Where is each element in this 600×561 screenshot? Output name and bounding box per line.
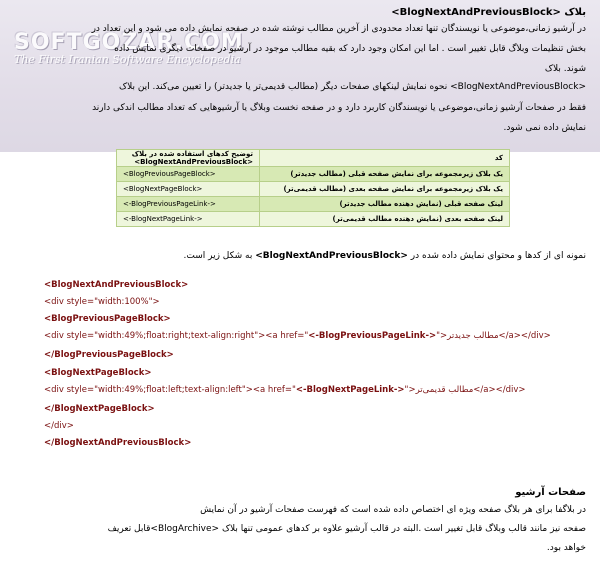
sample-intro: [14, 248, 586, 265]
intro-line-1: در آرشیو زمانی،موضوعی یا نویسندگان تنها تعداد محدودی از آخرین مطالب نوشته شده در صفحه نمایش داده می شود و این تعداد در: [91, 24, 586, 34]
watermark-tagline: The First Iranian Software Encyclopedia: [14, 53, 241, 66]
intro-line-3: شوند. بلاک: [544, 64, 586, 74]
intro-line-2: بخش تنظیمات وبلاگ قابل تغییر است . اما این امکان وجود دارد که بقیه مطالب موجود در آرشیو در صفحات دیگری نمایش داده: [114, 44, 586, 54]
code-line-6: <BlogNextPageBlock>: [44, 368, 152, 378]
code-line-10: </BlogNextAndPreviousBlock>: [44, 438, 192, 448]
code-reference-table: [116, 149, 510, 227]
archive-title: صفحات آرشیو: [515, 487, 586, 498]
row-desc: یک بلاک زیرمجموعه برای نمایش صفحه قبلی (مطالب جدیدتر): [260, 167, 510, 182]
header-code: کد: [260, 150, 510, 167]
header-desc: توضیح کدهای استفاده شده در بلاک <BlogNextAndPreviousBlock>: [117, 150, 260, 167]
code-line-2: <div style="width:100%">: [44, 297, 160, 307]
row-code: <BlogPreviousPageBlock>: [117, 167, 260, 182]
code-line-4-end: ">مطالب جدیدتر</a></div>: [436, 331, 551, 341]
table-row: [117, 212, 510, 227]
table-header-row: [117, 150, 510, 167]
row-desc: لینک صفحه بعدی (نمایش دهنده مطالب قدیمی‌تر): [260, 212, 510, 227]
row-code: <-BlogNextPageLink->: [117, 212, 260, 227]
sample-intro-tag: <BlogNextAndPreviousBlock>: [255, 251, 408, 261]
watermark-logo: SOFTGOZAR.COM: [14, 30, 244, 55]
table-row: [117, 167, 510, 182]
para2-line-2: فقط در صفحات آرشیو زمانی،موضوعی یا نویسندگان کاربرد دارد و در صفحه نخست وبلاگ یا آرشیوهایی که تعداد مطالب اندکی دارند: [92, 103, 586, 113]
code-line-5: </BlogPreviousPageBlock>: [44, 350, 174, 360]
code-line-7-tag: <-BlogNextPageLink->: [295, 385, 405, 395]
code-line-7-start: <div style="width:49%;float:left;text-align:left"><a href=": [44, 385, 296, 395]
row-code: <BlogNextPageBlock>: [117, 182, 260, 197]
code-line-7: [44, 385, 526, 395]
code-line-3: <BlogPreviousPageBlock>: [44, 314, 171, 324]
sample-intro-text: نمونه ای از کدها و محتوای نمایش داده شده در: [410, 251, 586, 261]
table-row: [117, 197, 510, 212]
section-title-block: بلاک <BlogNextAndPreviousBlock>: [391, 7, 586, 18]
archive-line-3: خواهد بود.: [546, 543, 586, 553]
para2-line-3: نمایش داده نمی شود.: [503, 123, 586, 133]
para2-line-1: <BlogNextAndPreviousBlock> نحوه نمایش لینکهای صفحات دیگر (مطالب قدیمی‌تر یا جدیدتر) را تعیین می‌کند. این بلاک: [119, 82, 586, 92]
row-desc: یک بلاک زیرمجموعه برای نمایش صفحه بعدی (مطالب قدیمی‌تر): [260, 182, 510, 197]
code-line-9: </div>: [44, 421, 74, 431]
archive-line-1: در بلاگفا برای هر بلاگ صفحه ویژه ای اختصاص داده شده است که فهرست صفحات آرشیو در آن نمایش: [200, 505, 586, 515]
code-line-4-tag: <-BlogPreviousPageLink->: [308, 331, 437, 341]
code-line-7-end: ">مطالب قدیمی‌تر</a></div>: [404, 385, 526, 395]
row-desc: لینک صفحه قبلی (نمایش دهنده مطالب جدیدتر): [260, 197, 510, 212]
sample-intro-suffix: به شکل زیر است.: [183, 251, 253, 261]
table-row: [117, 182, 510, 197]
code-line-4: [44, 331, 551, 341]
archive-line-2: صفحه نیز مانند قالب وبلاگ قابل تغییر است .البته در قالب آرشیو علاوه بر کدهای عمومی تنها بلاک <BlogArchive>قابل تعریف: [107, 524, 586, 534]
code-line-8: </BlogNextPageBlock>: [44, 404, 155, 414]
row-code: <-BlogPreviousPageLink->: [117, 197, 260, 212]
code-line-4-start: <div style="width:49%;float:right;text-align:right"><a href=": [44, 331, 309, 341]
code-line-1: <BlogNextAndPreviousBlock>: [44, 280, 189, 290]
